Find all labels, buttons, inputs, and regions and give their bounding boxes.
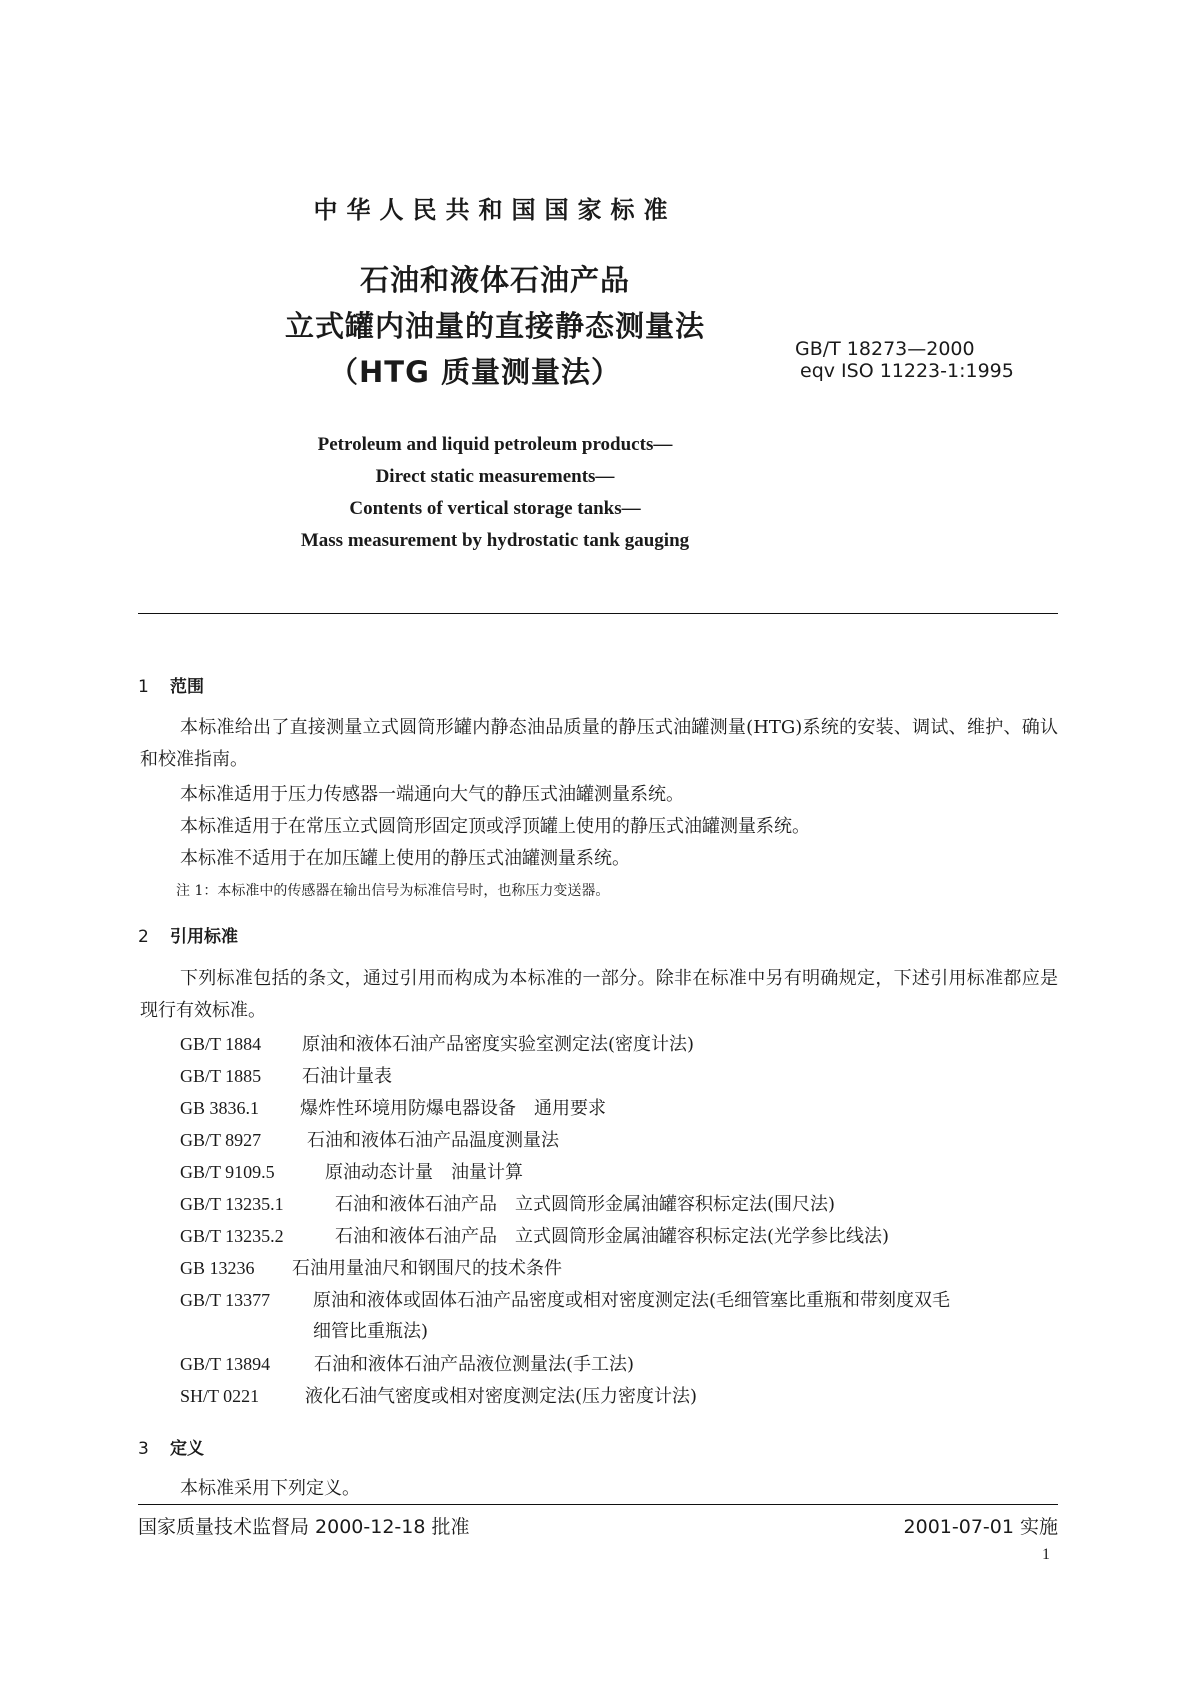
ref-code: GB 3836.1	[180, 1098, 260, 1118]
section-1-title: 范围	[170, 677, 204, 697]
section-1-line-3: 本标准适用于在常压立式圆筒形固定顶或浮顶罐上使用的静压式油罐测量系统。	[180, 816, 810, 837]
ref-item	[180, 1124, 559, 1157]
ref-code: GB 13236	[180, 1258, 255, 1278]
ref-code: GB/T 13377	[180, 1290, 271, 1310]
ref-title: 原油和液体石油产品密度实验室测定法(密度计法)	[302, 1034, 695, 1055]
ref-code: GB/T 13235.2	[180, 1226, 284, 1246]
ref-item-continuation	[313, 1316, 428, 1348]
title-cn-line-3: （HTG 质量测量法）	[329, 355, 621, 389]
section-2-number: 2	[138, 927, 149, 947]
ref-code: GB/T 13235.1	[180, 1194, 284, 1214]
ref-item	[180, 1156, 523, 1189]
section-1-heading	[138, 672, 204, 697]
ref-item	[180, 1348, 634, 1381]
title-cn-line-1: 石油和液体石油产品	[359, 263, 630, 297]
ref-item	[180, 1188, 835, 1221]
section-2-heading	[138, 922, 238, 947]
section-2-title: 引用标准	[170, 927, 238, 947]
ref-code: SH/T 0221	[180, 1386, 260, 1406]
section-3-title: 定义	[170, 1439, 204, 1459]
ref-title-continuation: 细管比重瓶法)	[313, 1321, 429, 1342]
ref-title: 爆炸性环境用防爆电器设备 通用要求	[300, 1098, 606, 1119]
ref-title: 石油计量表	[302, 1066, 392, 1087]
title-en-line-1: Petroleum and liquid petroleum products—	[317, 434, 673, 455]
section-3-heading	[138, 1434, 204, 1459]
ref-title: 石油和液体石油产品温度测量法	[307, 1130, 559, 1151]
ref-item	[180, 1060, 392, 1093]
ref-item	[180, 1220, 889, 1253]
ref-item	[180, 1092, 606, 1125]
approval-date: 国家质量技术监督局 2000-12-18 批准	[138, 1516, 470, 1538]
standard-number: GB/T 18273—2000	[795, 338, 975, 360]
ref-item	[180, 1380, 697, 1413]
ref-title: 原油动态计量 油量计算	[325, 1162, 523, 1183]
title-en-line-2: Direct static measurements—	[375, 466, 615, 487]
ref-code: GB/T 1884	[180, 1034, 262, 1054]
section-2-intro: 下列标准包括的条文，通过引用而构成为本标准的一部分。除非在标准中另有明确规定，下述引用标准都应是现行有效标准。	[140, 968, 1058, 1021]
section-3-number: 3	[138, 1439, 149, 1459]
section-1-para-1: 本标准给出了直接测量立式圆筒形罐内静态油品质量的静压式油罐测量(HTG)系统的安装、调试、维护、确认和校准指南。	[140, 717, 1058, 770]
title-en-line-3: Contents of vertical storage tanks—	[349, 498, 641, 519]
ref-item	[180, 1252, 562, 1285]
ref-code: GB/T 9109.5	[180, 1162, 275, 1182]
header-divider	[138, 613, 1058, 614]
ref-title: 石油和液体石油产品 立式圆筒形金属油罐容积标定法(围尺法)	[335, 1194, 836, 1215]
ref-item	[180, 1028, 694, 1061]
ref-code: GB/T 8927	[180, 1130, 262, 1150]
section-1-line-4: 本标准不适用于在加压罐上使用的静压式油罐测量系统。	[180, 848, 630, 869]
footer-divider	[138, 1504, 1058, 1505]
ref-title: 石油和液体石油产品 立式圆筒形金属油罐容积标定法(光学参比线法)	[335, 1226, 890, 1247]
section-1-number: 1	[138, 677, 149, 697]
ref-title: 液化石油气密度或相对密度测定法(压力密度计法)	[305, 1386, 698, 1407]
ref-title: 原油和液体或固体石油产品密度或相对密度测定法(毛细管塞比重瓶和带刻度双毛	[313, 1290, 951, 1311]
ref-code: GB/T 13894	[180, 1354, 271, 1374]
implementation-date: 2001-07-01 实施	[903, 1516, 1058, 1538]
title-en-line-4: Mass measurement by hydrostatic tank gauging	[300, 530, 690, 551]
section-1-line-2: 本标准适用于压力传感器一端通向大气的静压式油罐测量系统。	[180, 784, 684, 805]
section-3-line-1: 本标准采用下列定义。	[180, 1478, 360, 1499]
ref-title: 石油和液体石油产品液位测量法(手工法)	[314, 1354, 635, 1375]
national-standard-heading: 中华人民共和国国家标准	[313, 196, 677, 224]
ref-code: GB/T 1885	[180, 1066, 262, 1086]
equivalent-standard: eqv ISO 11223-1:1995	[800, 360, 1014, 382]
page-number: 1	[1042, 1546, 1050, 1563]
ref-item	[180, 1284, 950, 1317]
title-cn-line-2: 立式罐内油量的直接静态测量法	[284, 309, 705, 343]
ref-title: 石油用量油尺和钢围尺的技术条件	[292, 1258, 562, 1279]
section-1-note: 注 1：本标准中的传感器在输出信号为标准信号时，也称压力变送器。	[176, 883, 610, 899]
